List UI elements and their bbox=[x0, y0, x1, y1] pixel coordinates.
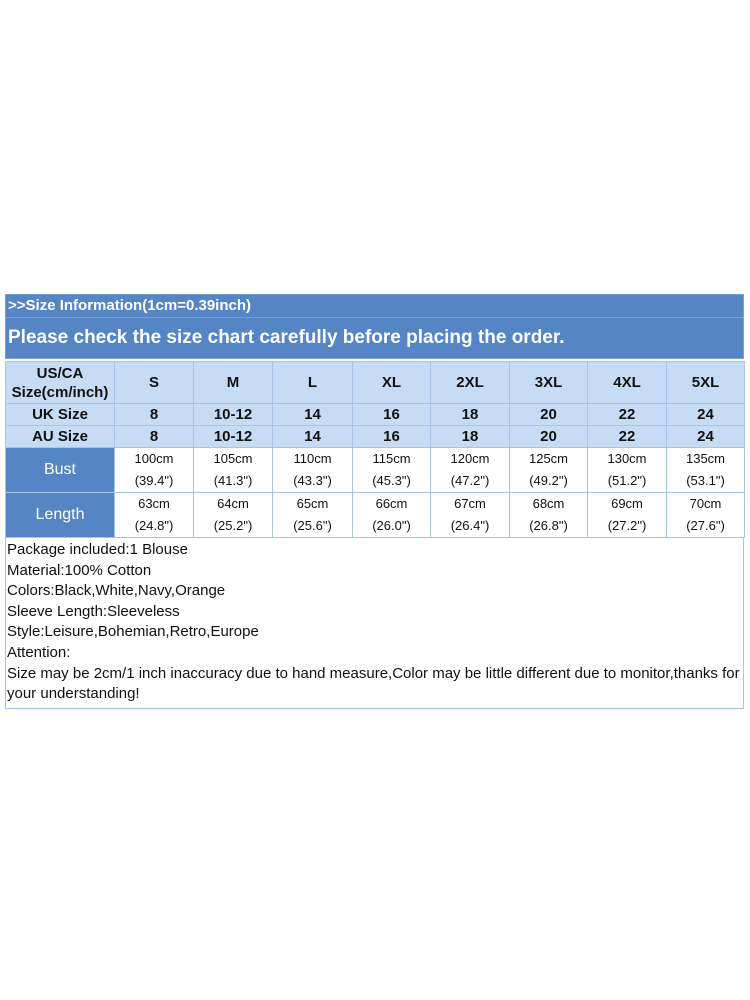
bust-cell: 110cm (43.3") bbox=[273, 448, 353, 493]
size-cell: S bbox=[115, 362, 194, 404]
size-cell: 5XL bbox=[667, 362, 745, 404]
uk-size-cell: 8 bbox=[115, 404, 194, 426]
length-cell: 64cm (25.2") bbox=[194, 493, 273, 538]
uk-size-cell: 10-12 bbox=[194, 404, 273, 426]
length-label: Length bbox=[6, 493, 115, 538]
uk-size-row bbox=[6, 404, 745, 426]
length-cell: 69cm (27.2") bbox=[588, 493, 667, 538]
length-cell: 63cm (24.8") bbox=[115, 493, 194, 538]
package-included-text: Package included:1 Blouse bbox=[7, 541, 188, 558]
uk-size-cell: 16 bbox=[353, 404, 431, 426]
au-size-row bbox=[6, 426, 745, 448]
bust-label: Bust bbox=[6, 448, 115, 493]
sleeve-length-text: Sleeve Length:Sleeveless bbox=[7, 602, 180, 620]
uk-size-cell: 14 bbox=[273, 404, 353, 426]
style-text: Style:Leisure,Bohemian,Retro,Europe bbox=[7, 623, 259, 641]
size-info-title: >>Size Information(1cm=0.39inch) bbox=[6, 295, 743, 318]
au-size-cell: 14 bbox=[273, 426, 353, 448]
au-size-cell: 20 bbox=[510, 426, 588, 448]
size-cell: 2XL bbox=[431, 362, 510, 404]
bust-cell: 105cm (41.3") bbox=[194, 448, 273, 493]
au-size-cell: 10-12 bbox=[194, 426, 273, 448]
size-chart-sheet bbox=[5, 294, 744, 709]
length-cell: 67cm (26.4") bbox=[431, 493, 510, 538]
attention-label: Attention: bbox=[7, 643, 71, 661]
length-row bbox=[6, 493, 745, 538]
bust-cell: 130cm (51.2") bbox=[588, 448, 667, 493]
material-text: Material:100% Cotton bbox=[7, 561, 152, 579]
au-size-cell: 24 bbox=[667, 426, 745, 448]
bust-cell: 115cm (45.3") bbox=[353, 448, 431, 493]
length-cell: 70cm (27.6") bbox=[667, 493, 745, 538]
size-cell: 4XL bbox=[588, 362, 667, 404]
us-size-row bbox=[6, 362, 745, 404]
au-size-label: AU Size bbox=[6, 426, 115, 448]
us-size-label: US/CA Size(cm/inch) bbox=[6, 362, 115, 404]
uk-size-cell: 24 bbox=[667, 404, 745, 426]
bust-cell: 120cm (47.2") bbox=[431, 448, 510, 493]
size-cell: XL bbox=[353, 362, 431, 404]
size-cell: L bbox=[273, 362, 353, 404]
au-size-cell: 16 bbox=[353, 426, 431, 448]
length-cell: 68cm (26.8") bbox=[510, 493, 588, 538]
bust-row bbox=[6, 448, 745, 493]
product-details bbox=[5, 538, 744, 709]
bust-cell: 135cm (53.1") bbox=[667, 448, 745, 493]
bust-cell: 125cm (49.2") bbox=[510, 448, 588, 493]
length-cell: 66cm (26.0") bbox=[353, 493, 431, 538]
size-cell: 3XL bbox=[510, 362, 588, 404]
size-check-notice: Please check the size chart carefully before placing the order. bbox=[8, 327, 565, 348]
bust-cell: 100cm (39.4") bbox=[115, 448, 194, 493]
uk-size-label: UK Size bbox=[6, 404, 115, 426]
uk-size-cell: 20 bbox=[510, 404, 588, 426]
au-size-cell: 22 bbox=[588, 426, 667, 448]
au-size-cell: 18 bbox=[431, 426, 510, 448]
uk-size-cell: 18 bbox=[431, 404, 510, 426]
colors-text: Colors:Black,White,Navy,Orange bbox=[7, 582, 226, 600]
uk-size-cell: 22 bbox=[588, 404, 667, 426]
attention-note: Size may be 2cm/1 inch inaccuracy due to hand measure,Color may be little different due to monitor,thanks for your understanding! bbox=[7, 664, 740, 703]
size-cell: M bbox=[194, 362, 273, 404]
size-info-banner bbox=[5, 294, 744, 359]
au-size-cell: 8 bbox=[115, 426, 194, 448]
size-table bbox=[5, 361, 745, 538]
length-cell: 65cm (25.6") bbox=[273, 493, 353, 538]
